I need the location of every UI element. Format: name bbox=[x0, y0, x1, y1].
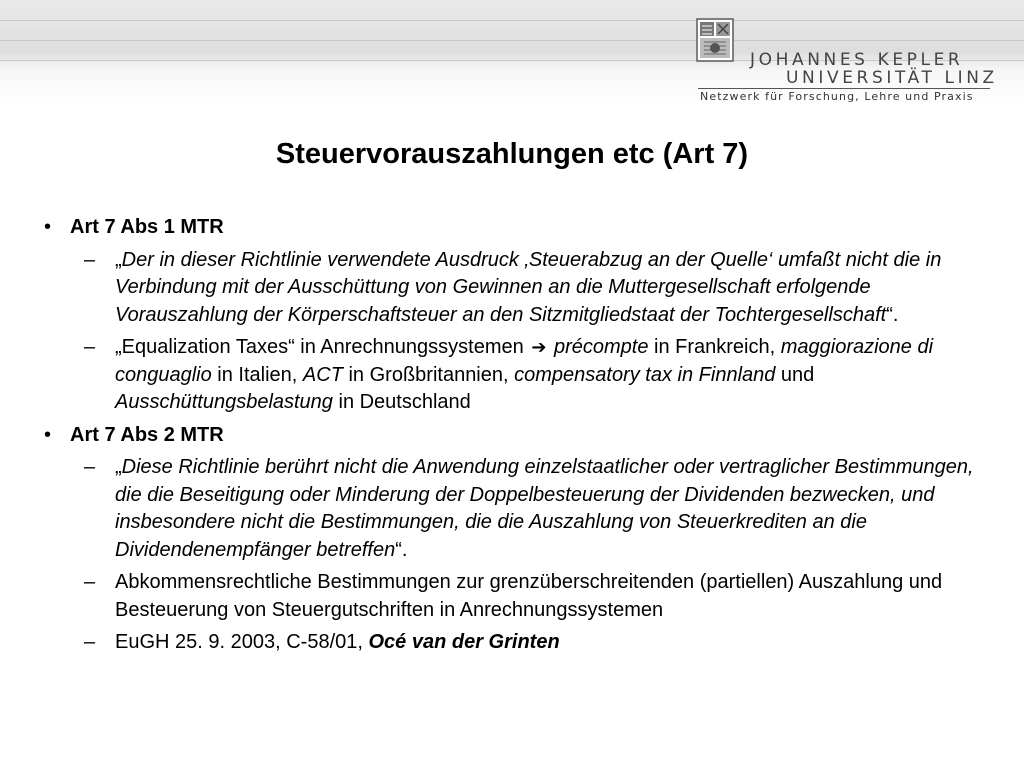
section2-heading: Art 7 Abs 2 MTR bbox=[70, 423, 224, 446]
equalization-text: und bbox=[775, 363, 815, 386]
case-name: Océ van der Grinten bbox=[368, 631, 560, 653]
quote-close: “. bbox=[395, 538, 408, 561]
dash-marker: – bbox=[84, 631, 96, 653]
equalization-text: in Italien, bbox=[211, 363, 303, 386]
term-ausschuettungsbelastung: Ausschüttungsbelastung bbox=[115, 391, 333, 413]
university-name-line1: JOHANNES KEPLER bbox=[750, 50, 964, 70]
sub-item bbox=[44, 247, 974, 330]
art7-abs1-quote: Der in dieser Richtlinie verwendete Ausdruck ‚Steuerabzug an der Quelle‘ umfaßt nicht die in Verbindung mit der Ausschüttung von Gewinnen an die Muttergesellschaft erfolgende Vorauszahlung der Körperschaftsteuer an den Sitzmitgliedstaat der Tochtergesellschaft bbox=[115, 248, 942, 326]
quote-open: „ bbox=[115, 456, 122, 478]
university-logo bbox=[690, 14, 998, 104]
bullet-item bbox=[44, 214, 974, 242]
sub-item bbox=[44, 454, 974, 564]
bullet-item bbox=[44, 422, 974, 450]
art7-abs2-quote: Diese Richtlinie berührt nicht die Anwendung einzelstaatlicher oder vertraglicher Bestimmungen, die die Beseitigung oder Minderung der Doppelbesteuerung der Dividenden bezwecken, und insbesondere nicht die Bestimmungen, die die Auszahlung von Steuerkrediten an die Dividendenempfänger betreffen bbox=[115, 456, 974, 561]
bullet-marker: • bbox=[44, 423, 52, 446]
equalization-text: in Großbritannien, bbox=[342, 363, 515, 386]
slide-title: Steuervorauszahlungen etc (Art 7) bbox=[275, 138, 749, 170]
sub-item bbox=[44, 629, 974, 657]
logo-divider bbox=[698, 88, 990, 89]
case-citation: EuGH 25. 9. 2003, C-58/01, bbox=[115, 631, 369, 653]
dash-marker: – bbox=[84, 456, 96, 478]
sub-item bbox=[44, 334, 974, 417]
university-name-line2: UNIVERSITÄT LINZ bbox=[786, 68, 998, 88]
university-tagline: Netzwerk für Forschung, Lehre und Praxis bbox=[700, 90, 974, 103]
bullet-marker: • bbox=[44, 216, 52, 238]
arrow-right-icon: ➔ bbox=[531, 337, 547, 357]
equalization-text: in Frankreich, bbox=[648, 336, 781, 358]
dash-marker: – bbox=[84, 571, 96, 593]
equalization-text: in Deutschland bbox=[332, 391, 471, 413]
quote-open: „ bbox=[115, 248, 122, 271]
crest-icon bbox=[696, 18, 734, 62]
term-compensatory-tax: compensatory tax in Finnland bbox=[514, 363, 776, 386]
sub-item bbox=[44, 569, 974, 624]
dash-marker: – bbox=[84, 248, 96, 271]
term-maggiorazione: maggiorazione di conguaglio bbox=[115, 336, 934, 386]
section1-heading: Art 7 Abs 1 MTR bbox=[70, 216, 224, 238]
term-precompte: précompte bbox=[553, 336, 649, 358]
treaty-text: Abkommensrechtliche Bestimmungen zur grenzüberschreitenden (partiellen) Auszahlung und Besteuerung von Steuergutschriften in Anrechnungssystemen bbox=[115, 571, 943, 621]
dash-marker: – bbox=[84, 336, 96, 358]
term-act: ACT bbox=[302, 363, 343, 386]
quote-close: “. bbox=[886, 303, 899, 326]
equalization-text: „Equalization Taxes“ in Anrechnungssystemen bbox=[115, 336, 524, 358]
slide-body bbox=[44, 214, 974, 662]
